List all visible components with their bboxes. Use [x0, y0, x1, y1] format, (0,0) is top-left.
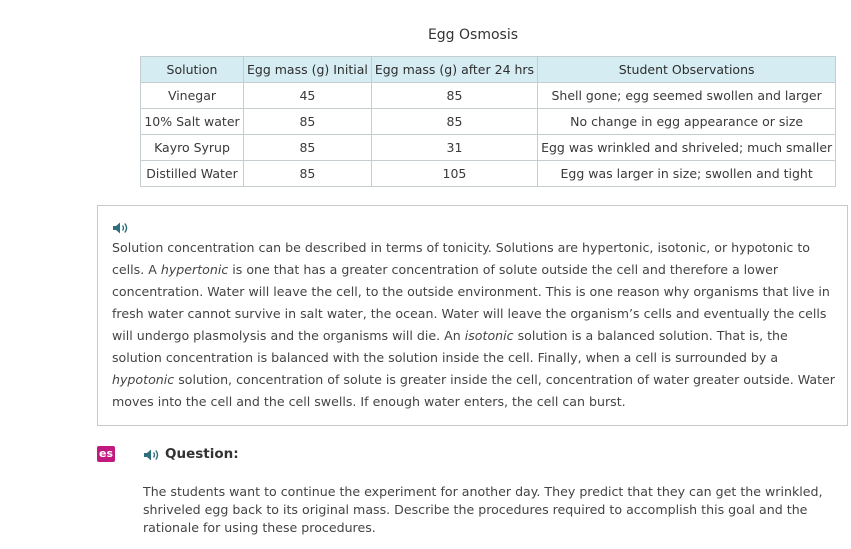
cell-mass-after: 31 [371, 135, 537, 161]
cell-solution: Distilled Water [141, 161, 244, 187]
passage-segment: is one that has a greater concentration of solute outside the cell and therefore a lower concentration. Water will leave the cell, to the outside environment. This is one reason why organisms that live in fresh water cannot survive in salt water, the ocean. Water will leave the organism’s cells and eventually the cells will undergo plasmolysis and the organisms will die. An [112, 262, 830, 343]
cell-mass-initial: 85 [244, 135, 372, 161]
header-observations: Student Observations [538, 57, 836, 83]
header-solution: Solution [141, 57, 244, 83]
question-label: Question: [165, 446, 239, 462]
term-hypotonic: hypotonic [112, 372, 175, 387]
question-text: The students want to continue the experiment for another day. They predict that they can get the wrinkled, shriveled egg back to its original mass. Describe the procedures required to accomplish this goal and the rationale for using these procedures. [143, 484, 823, 535]
table-row [141, 161, 836, 187]
cell-observation: Egg was larger in size; swollen and tight [538, 161, 836, 187]
cell-solution: 10% Salt water [141, 109, 244, 135]
header-mass-after: Egg mass (g) after 24 hrs [371, 57, 537, 83]
cell-observation: Egg was wrinkled and shriveled; much smaller [538, 135, 836, 161]
cell-solution: Vinegar [141, 83, 244, 109]
cell-solution: Kayro Syrup [141, 135, 244, 161]
cell-observation: Shell gone; egg seemed swollen and larger [538, 83, 836, 109]
egg-osmosis-table [140, 56, 836, 187]
term-hypertonic: hypertonic [160, 262, 229, 277]
cell-mass-after: 85 [371, 109, 537, 135]
cell-observation: No change in egg appearance or size [538, 109, 836, 135]
table-row [141, 135, 836, 161]
passage-text [112, 237, 836, 413]
passage-box [97, 205, 848, 426]
passage-segment: Solution concentration can be described in terms of tonicity. Solutions are hypertonic, isotonic, or hypotonic to cells. A [112, 240, 810, 277]
cell-mass-after: 105 [371, 161, 537, 187]
term-isotonic: isotonic [464, 328, 514, 343]
table-row [141, 109, 836, 135]
spanish-language-badge[interactable]: es [98, 447, 113, 460]
cell-mass-initial: 45 [244, 83, 372, 109]
cell-mass-after: 85 [371, 83, 537, 109]
cell-mass-initial: 85 [244, 109, 372, 135]
cell-mass-initial: 85 [244, 161, 372, 187]
speaker-icon[interactable] [112, 220, 130, 234]
table-header-row [141, 57, 836, 83]
table-title: Egg Osmosis [427, 27, 519, 43]
header-mass-initial: Egg mass (g) Initial [244, 57, 372, 83]
passage-segment: solution is a balanced solution. That is, the solution concentration is balanced with the solution inside the cell. Finally, when a cell is surrounded by a [112, 328, 788, 365]
table-row [141, 83, 836, 109]
speaker-icon[interactable] [143, 447, 161, 461]
passage-segment: solution, concentration of solute is greater inside the cell, concentration of water greater outside. Water moves into the cell and the cell swells. If enough water enters, the cell can burst. [112, 372, 835, 409]
